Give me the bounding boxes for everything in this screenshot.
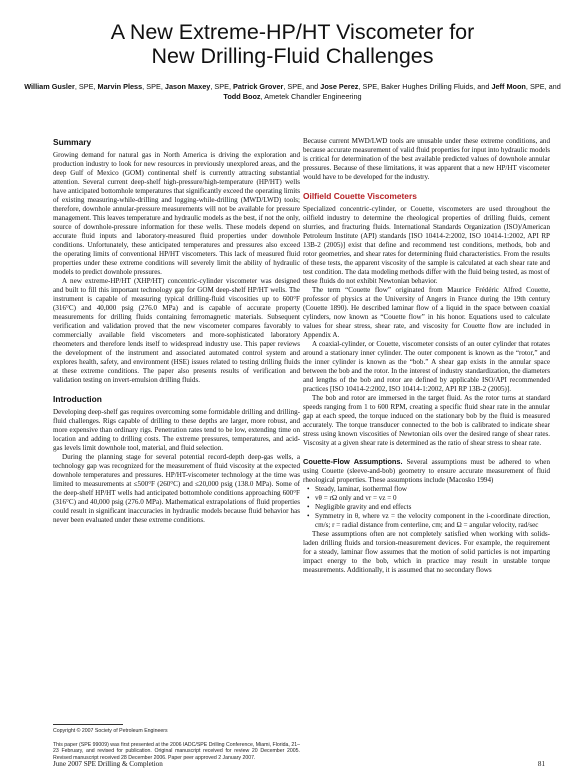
assumptions-text: Several assumptions must be adhered to when using Couette (sleeve-and-bob) geometry to ensure accurate measurement of fluid rheological properties. These assumptions include (Macosko 1994): [303, 458, 550, 484]
author-affiliation: , Ametek Chandler Engineering: [260, 92, 362, 101]
author-name: Patrick Grover: [233, 82, 284, 91]
summary-heading: Summary: [53, 137, 92, 147]
right-column: [303, 137, 550, 575]
author-affiliation: , SPE, and: [525, 82, 561, 91]
title-line-1: A New Extreme-HP/HT Viscometer for: [110, 20, 475, 44]
footnote-divider: [53, 724, 123, 725]
body-paragraph: Because current MWD/LWD tools are unusable under these extreme conditions, and because accurate measurement of valid fluid properties for input into hydraulic models is critical for determination of the best available predicted values of downhole annular pressures. Because of these limitations, it was apparent that a new HP/HT viscometer would have to be developed for the industry.: [303, 137, 550, 181]
list-item: • Steady, laminar, isothermal flow: [315, 485, 550, 494]
author-name: Jose Perez: [320, 82, 359, 91]
body-paragraph: The term “Couette flow” originated from Maurice Frédéric Alfred Couette, professor of physics at the University of Angers in France during the 19th century (Couette 1890). He described laminar flow of a liquid in the space between coaxial cylinders, now known as “Couette flow” in his honor. Equations used to calculate values for shear stress, shear rate, and viscosity for Couette flow are included in Appendix A.: [303, 286, 550, 339]
author-name: Jason Maxey: [164, 82, 211, 91]
oilfield-couette-heading: Oilfield Couette Viscometers: [303, 191, 417, 201]
introduction-paragraph: During the planning stage for several potential record-depth deep-gas wells, a technology gap was recognized for the measurement of fluid viscosity at the expected downhole temperatures and pressures. HP/HT-viscometer technology at the time was limited to measurements at ≤500°F (260°C) and ≤20,000 psig (138.0 MPa). Some of the deep-shelf HP/HT wells had anticipated bottomhole conditions approaching 600°F (316°C) and 40,000 psig (276.0 MPa). Mathematical extrapolations of fluid properties could result in significant inaccuracies in hydraulic models because fluid behavior has never been evaluated under these extreme conditions.: [53, 453, 300, 524]
author-affiliation: , SPE,: [74, 82, 98, 91]
summary-paragraph: A new extreme-HP/HT (XHP/HT) concentric-cylinder viscometer was designed and built to fill this important technology gap for GOM deep-shelf HP/HT wells. The instrument is capable of measuring typical drilling-fluid viscosities up to 600°F (316°C) and 40,000 psig (276.0 MPa) and is capable of accurate property measurements for drilling fluids containing ferromagnetic materials. Subsequent verification and validation proved that the new viscometer compares favorably to commercially available field viscometers and more-sophisticated laboratory rheometers and therefore lends itself to widespread industry use. This paper reviews the development of the instrument and associated automated control system and explores health, safety, and environment (HSE) issues related to testing drilling fluids at these extreme conditions. The paper also presents results of verification and validation testing on invert-emulsion drilling fluids.: [53, 277, 300, 384]
author-name: William Gusler: [24, 82, 75, 91]
author-affiliation: , SPE, and: [283, 82, 321, 91]
author-name: Todd Booz: [223, 92, 261, 101]
assumptions-list: [303, 485, 550, 530]
introduction-heading: Introduction: [53, 394, 102, 404]
introduction-paragraph: Developing deep-shelf gas requires overcoming some formidable drilling and drilling-fluid challenges. Rigs capable of drilling to these depths are larger, more robust, and more expensive than ordinary rigs. Penetration rates tend to be low, extending time on location and adding to drilling costs. The extreme pressures, temperatures, and acid-gas levels limit downhole tool, material, and fluid selection.: [53, 408, 300, 452]
body-paragraph: The bob and rotor are immersed in the target fluid. As the rotor turns at standard speeds ranging from 1 to 600 RPM, creating a specific fluid shear rate in the annular gap at each speed, the torque induced on the stationary bob by the fluid is measured accurately. The torque transducer connected to the bob is calibrated to indicate shear stress using known viscosities of Newtonian oils over the desired range of shear rates. Viscosity at a given shear rate is determined as the ratio of shear stress to shear rate.: [303, 394, 550, 447]
list-item: • Symmetry in θ, where vz = the velocity component in the i-coordinate direction, cm/s; r = radial distance from centerline, cm; and Ω = angular velocity, rad/sec: [315, 512, 550, 530]
author-affiliation: , SPE,: [210, 82, 234, 91]
author-name: Marvin Pless: [97, 82, 143, 91]
paper-title: [0, 20, 585, 68]
list-item: • Negligible gravity and end effects: [315, 503, 550, 512]
author-affiliation: , SPE,: [142, 82, 165, 91]
author-list: [20, 82, 565, 102]
assumptions-paragraph: [303, 457, 550, 485]
body-paragraph: These assumptions often are not completely satisfied when working with solids-laden drilling fluids and torsion-measurement devices. For example, the requirement for a steady, laminar flow assumes that the motion of solid particles is not imparting impact energy to the bob, which in practice may result in unstable torque measurements. Additionally, it is assumed that no secondary flows: [303, 530, 550, 574]
assumptions-runin-heading: Couette-Flow Assumptions.: [303, 457, 403, 466]
author-name: Jeff Moon: [491, 82, 526, 91]
body-paragraph: A coaxial-cylinder, or Couette, viscometer consists of an outer cylinder that rotates around a stationary inner cylinder. The outer component is known as the “rotor,” and the inner cylinder is known as the “bob.” A shear gap exists in the annular space between the bob and the rotor. In the interest of industry standardization, the diameters and lengths of the bob and rotor are defined by applicable ISO/API recommended practices [ISO 10414-2:2002, ISO 10414-1:2002, API RP 13B-2 (2005)].: [303, 340, 550, 393]
journal-footer: June 2007 SPE Drilling & Completion: [53, 760, 163, 768]
copyright-notice: Copyright © 2007 Society of Petroleum Engineers: [53, 728, 168, 734]
summary-paragraph: Growing demand for natural gas in North America is driving the exploration and production industry to look for new resources in previously unexplored areas, and the deep Gulf of Mexico (GOM) continental shelf is currently attracting substantial attention. Several current deep-shelf high-pressure/high-temperature (HP/HT) wells have anticipated bottomhole temperatures that significantly exceed the operating limits of existing measuring-while-drilling and logging-while-drilling (MWD/LWD) tools; therefore, downhole annular-pressure measurements will not be available for pressure management. This leaves temperature and hydraulic models as the best, if not the only, source of downhole-pressure information for these wells. These models depend on accurate fluid inputs and laboratory-measured fluid properties under downhole conditions. Unfortunately, these anticipated temperatures and pressures also exceed the operating limits of conventional HP/HT viscometers. This lack of measured fluid properties under these extreme conditions will severely limit the ability of hydraulic models to predict downhole pressures.: [53, 151, 300, 276]
list-item: • vθ = rΩ only and vr = vz = 0: [315, 494, 550, 503]
body-paragraph: Specialized concentric-cylinder, or Couette, viscometers are used throughout the oilfield industry to determine the rheological properties of drilling fluids, cement slurries, and fracturing fluids. International Standards Organization (ISO)/American Petroleum Institute (API) standards [ISO 10414-2:2002, ISO 10414-1:2002, API RP 13B-2 (2005)] exist that define and recommend test conditions, methods, bob and rotor geometries, and shear rates for determining fluid characteristics. From the results of these tests, the apparent viscosity of the sample is calculated at each shear rate and test condition. The data modeling methods differ with the fluid being tested, as most of these fluids do not exhibit Newtonian behavior.: [303, 205, 550, 285]
title-line-2: New Drilling-Fluid Challenges: [151, 44, 434, 68]
author-affiliation: , SPE, Baker Hughes Drilling Fluids, and: [358, 82, 492, 91]
left-column: [53, 137, 300, 525]
paper-history-note: This paper (SPE 99009) was first presented at the 2006 IADC/SPE Drilling Conference, Miami, Florida, 21–23 February, and revised for publication. Original manuscript received for review 20 December 2005. Revised manuscript received 28 December 2006. Paper peer approved 2 January 2007.: [53, 742, 300, 761]
page-number: 81: [537, 760, 545, 768]
